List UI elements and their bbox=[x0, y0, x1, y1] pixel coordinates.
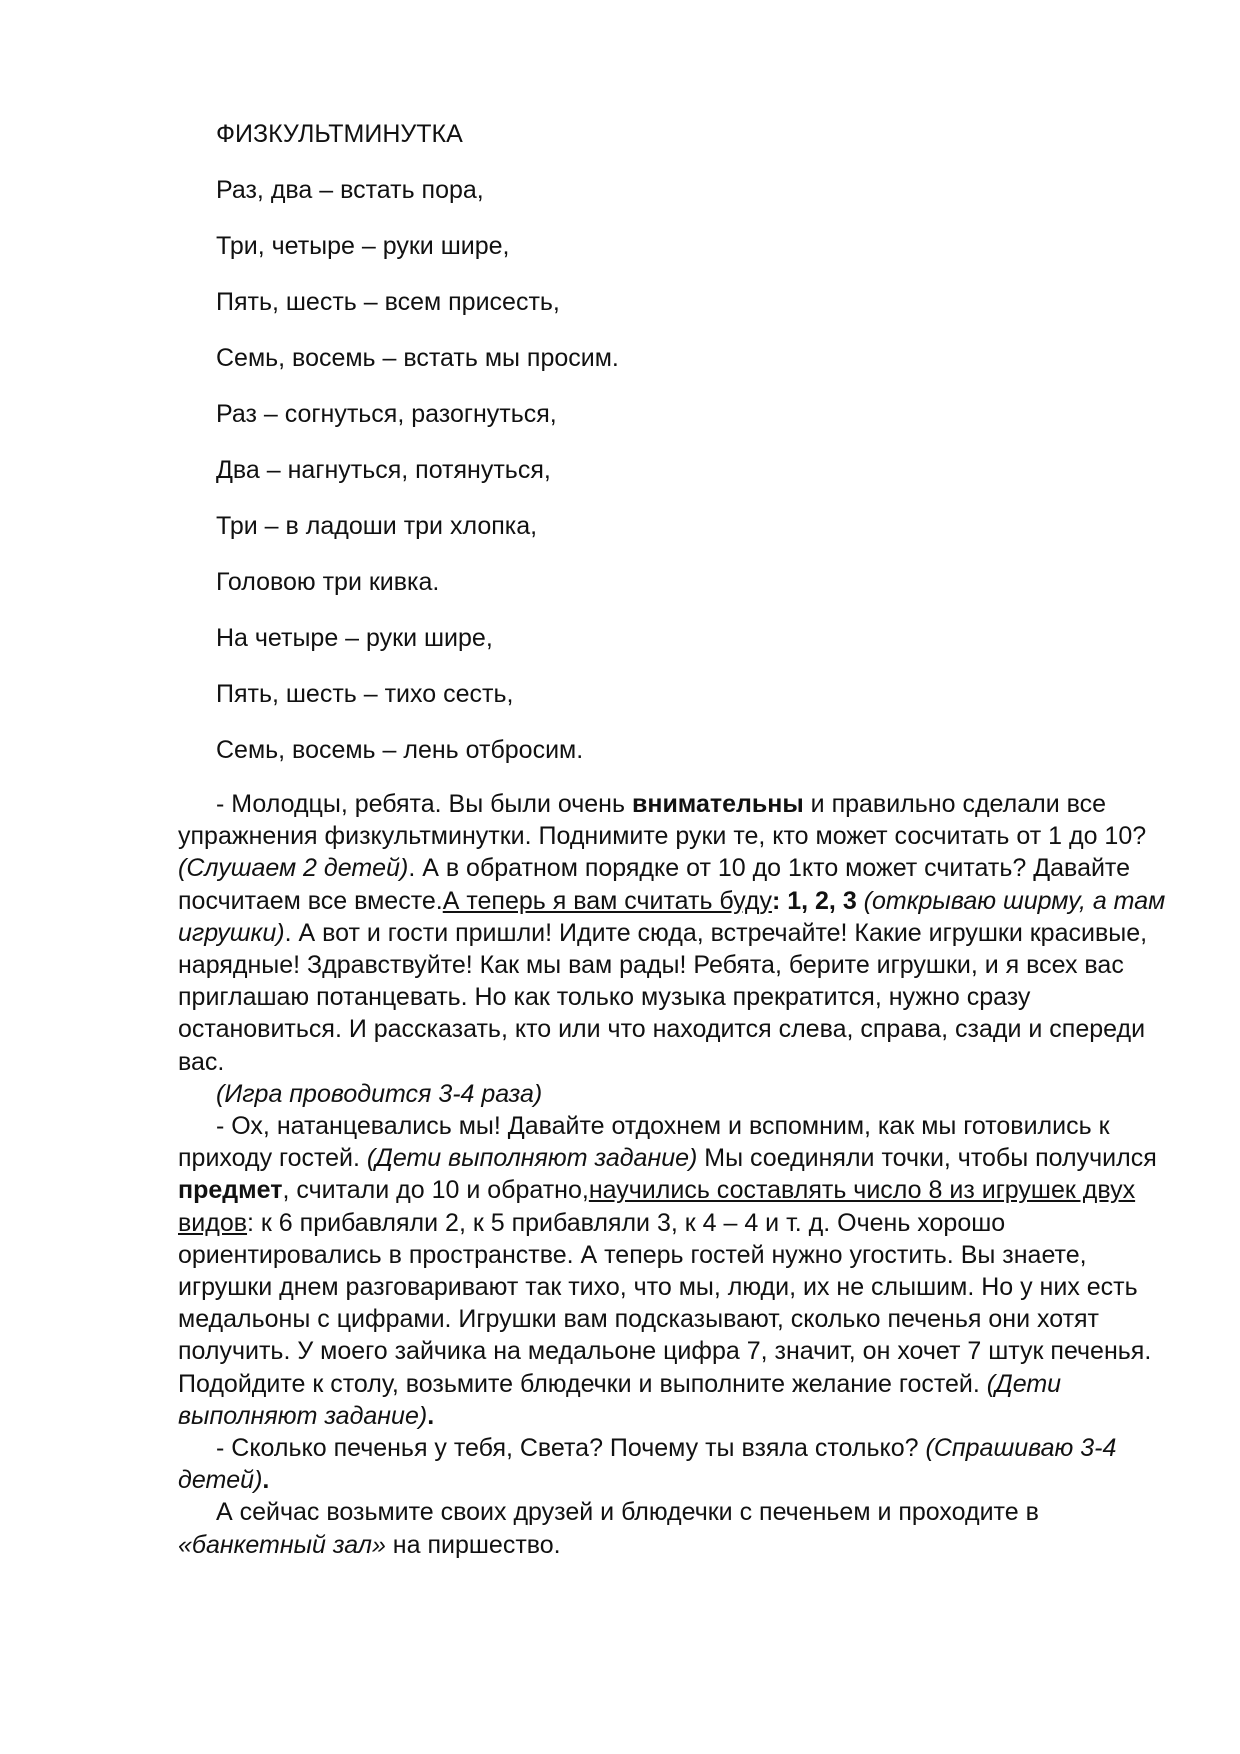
text-run: А сейчас возьмите своих друзей и блюдечки с печеньем и проходите в bbox=[216, 1498, 1039, 1527]
prose-block bbox=[178, 788, 1168, 1561]
italic-run: (открываю ширму, а там игрушки) bbox=[178, 886, 1166, 947]
text-run: - Молодцы, ребята. Вы были очень bbox=[216, 790, 632, 818]
bold-run: : 1, 2, 3 bbox=[771, 886, 857, 915]
bold-run: . bbox=[427, 1401, 435, 1430]
italic-run: (Игра проводится 3-4 раза) bbox=[216, 1079, 543, 1108]
text-run: . А вот и гости пришли! Идите сюда, встречайте! Какие игрушки красивые, нарядные! Здравствуйте! Как мы вам рады! Ребята, берите игрушки, и я всех вас приглашаю потанцевать. Но как только музыка прекратится, нужно сразу остановиться. И рассказать, кто или что находится слева, справа, сзади и спереди вас. bbox=[178, 918, 1148, 1076]
poem-line: Семь, восемь – лень отбросим. bbox=[216, 736, 584, 764]
text-run bbox=[857, 887, 864, 915]
italic-run: «банкетный зал» bbox=[178, 1530, 386, 1559]
text-run: , считали до 10 и обратно, bbox=[282, 1176, 589, 1205]
text-run: : к 6 прибавляли 2, к 5 прибавляли 3, к 4 – 4 и т. д. Очень хорошо ориентировались в пространстве. А теперь гостей нужно угостить. Вы знаете, игрушки днем разговаривают так тихо, что мы, люди, их не слышим. Но у них есть медальоны с цифрами. Игрушки вам подсказывают, сколько печенья они хотят получить. У моего зайчика на медальоне цифра 7, значит, он хочет 7 штук печенья. Подойдите к столу, возьмите блюдечки и выполните желание гостей. bbox=[178, 1208, 1152, 1398]
text-run: . А в обратном порядке от 10 до 1кто может считать? Давайте посчитаем все вместе. bbox=[178, 854, 1131, 915]
poem-line: Два – нагнуться, потянуться, bbox=[216, 456, 551, 484]
text-run: - Сколько печенья у тебя, Света? Почему ты взяла столько? bbox=[216, 1434, 926, 1463]
underlined-run: А теперь я вам считать буду bbox=[442, 886, 772, 915]
italic-run: (Дети выполняют задание) bbox=[366, 1144, 698, 1173]
text-run: - Ох, натанцевались мы! Давайте отдохнем и вспомним, как мы готовились к приходу гостей. bbox=[178, 1112, 1110, 1173]
italic-run: (Слушаем 2 детей) bbox=[178, 854, 409, 883]
italic-run: (Спрашиваю 3-4 детей) bbox=[178, 1434, 1117, 1495]
poem-line: На четыре – руки шире, bbox=[216, 624, 493, 652]
bold-run: . bbox=[262, 1466, 270, 1495]
poem-line: Семь, восемь – встать мы просим. bbox=[216, 344, 619, 372]
bold-run: внимательны bbox=[631, 790, 804, 818]
section-title: ФИЗКУЛЬТМИНУТКА bbox=[216, 120, 463, 148]
poem-line: Три, четыре – руки шире, bbox=[216, 232, 510, 260]
poem-line: Пять, шесть – всем присесть, bbox=[216, 288, 560, 316]
poem-line: Пять, шесть – тихо сесть, bbox=[216, 680, 514, 708]
paragraph-question bbox=[178, 1432, 1168, 1496]
poem-line: Три – в ладоши три хлопка, bbox=[216, 512, 538, 540]
poem-block bbox=[216, 120, 1116, 792]
poem-line: Раз, два – встать пора, bbox=[216, 176, 484, 204]
paragraph-recap bbox=[178, 1110, 1168, 1432]
text-run: на пиршество. bbox=[385, 1530, 561, 1559]
italic-run: (Дети выполняют задание) bbox=[178, 1369, 1062, 1430]
text-run: Мы соединяли точки, чтобы получился bbox=[697, 1144, 1157, 1173]
paragraph-game-note bbox=[178, 1078, 1168, 1110]
bold-run: предмет bbox=[178, 1176, 283, 1205]
paragraph-praise bbox=[178, 788, 1168, 1078]
poem-line: Головою три кивка. bbox=[216, 568, 440, 596]
paragraph-closing bbox=[178, 1496, 1168, 1560]
text-run: и правильно сделали все упражнения физкультминутки. Поднимите руки те, кто может сосчитать от 1 до 10? bbox=[178, 790, 1147, 851]
poem-line: Раз – согнуться, разогнуться, bbox=[216, 400, 557, 428]
underlined-run: научились составлять число 8 из игрушек двух видов bbox=[178, 1176, 1136, 1237]
